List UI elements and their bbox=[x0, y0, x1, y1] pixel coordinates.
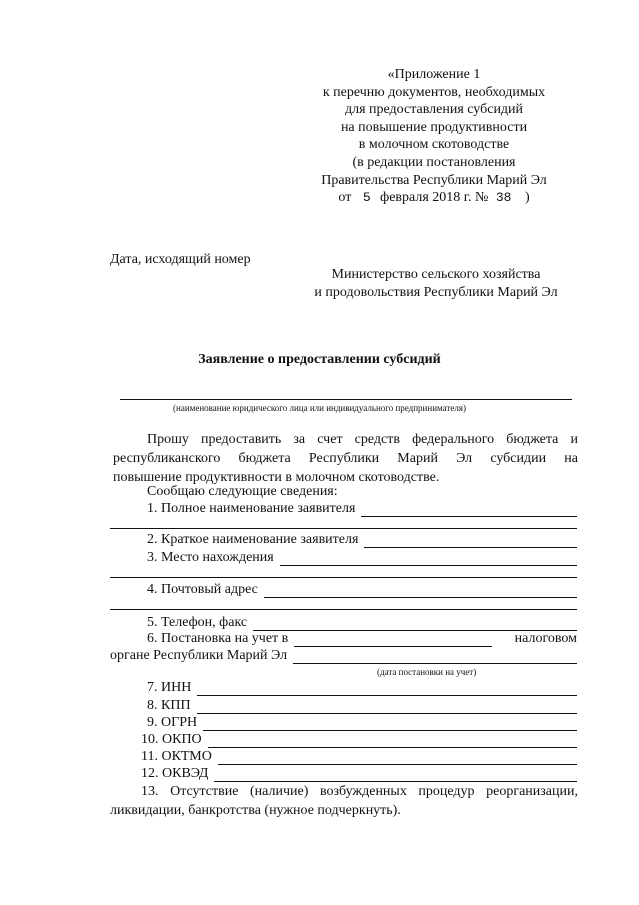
page-title: Заявление о предоставлении субсидий bbox=[198, 352, 441, 367]
applicant-caption: (наименование юридического лица или индивидуального предпринимателя) bbox=[173, 403, 466, 413]
field-label: органе Республики Марий Эл bbox=[110, 648, 288, 663]
appendix-date-line bbox=[300, 189, 568, 207]
fill-line bbox=[203, 717, 577, 731]
fill-line bbox=[208, 734, 577, 748]
date-outgoing-label: Дата, исходящий номер bbox=[110, 252, 251, 267]
field-ogrn bbox=[147, 714, 577, 731]
fill-line bbox=[197, 700, 577, 714]
continuation-line bbox=[110, 528, 577, 529]
appendix-line: «Приложение 1 bbox=[387, 67, 481, 82]
fill-line bbox=[364, 534, 577, 548]
field-label: 1. Полное наименование заявителя bbox=[147, 501, 356, 516]
request-line: Прошу предоставить за счет средств федерального бюджета и bbox=[147, 432, 578, 447]
field-oktmo bbox=[141, 748, 577, 765]
recipient-line: Министерство сельского хозяйства bbox=[331, 267, 541, 282]
fill-line bbox=[293, 650, 577, 664]
field-tax-registration bbox=[147, 630, 577, 647]
field-label: 8. КПП bbox=[147, 698, 191, 713]
appendix-line: (в редакции постановления bbox=[352, 154, 516, 170]
field-short-name bbox=[147, 531, 577, 548]
field-label: 7. ИНН bbox=[147, 680, 192, 695]
field-label: 11. ОКТМО bbox=[141, 749, 212, 764]
appendix-line: к перечню документов, необходимых bbox=[322, 84, 546, 100]
fill-line bbox=[361, 503, 577, 517]
field-inn bbox=[147, 679, 577, 696]
appendix-line: в молочном скотоводстве bbox=[358, 137, 510, 153]
registration-date-caption: (дата постановки на учет) bbox=[377, 667, 477, 677]
field-okved bbox=[141, 765, 577, 782]
field-label: 9. ОГРН bbox=[147, 715, 198, 730]
request-paragraph bbox=[113, 431, 578, 487]
continuation-line bbox=[110, 577, 577, 578]
fill-line bbox=[214, 768, 577, 782]
field-label: налоговом bbox=[514, 631, 577, 646]
field-label: 12. ОКВЭД bbox=[141, 766, 209, 781]
appendix-line: для предоставления субсидий bbox=[344, 102, 524, 118]
appendix-header bbox=[300, 66, 568, 207]
field-label: 3. Место нахождения bbox=[147, 550, 274, 565]
fill-line bbox=[253, 617, 577, 631]
date-rest: февраля 2018 г. № bbox=[380, 190, 489, 206]
date-day: 5 bbox=[362, 190, 371, 206]
fill-line bbox=[294, 633, 492, 647]
fill-line bbox=[264, 584, 577, 598]
date-number: 38 bbox=[495, 190, 512, 206]
fill-line bbox=[280, 552, 577, 566]
field-postal-address bbox=[147, 581, 577, 598]
fill-line bbox=[218, 751, 577, 765]
item13-line: 13. Отсутствие (наличие) возбужденных процедур реорганизации, bbox=[141, 784, 578, 799]
applicant-name-line bbox=[120, 399, 572, 400]
field-label: 5. Телефон, факс bbox=[147, 615, 248, 630]
field-label: 4. Почтовый адрес bbox=[147, 582, 258, 597]
appendix-line: Правительства Республики Марий Эл bbox=[321, 172, 547, 188]
item13-paragraph bbox=[110, 783, 578, 820]
field-label: 10. ОКПО bbox=[141, 732, 202, 747]
fill-line bbox=[197, 682, 577, 696]
recipient-block bbox=[300, 266, 572, 302]
date-prefix: от bbox=[338, 190, 352, 206]
field-label: 6. Постановка на учет в bbox=[147, 631, 289, 646]
field-tax-authority bbox=[110, 647, 577, 664]
request-line: республиканского бюджета Республики Марий Эл субсидии на bbox=[113, 451, 578, 466]
request-line: повышение продуктивности в молочном скотоводстве. bbox=[113, 470, 440, 485]
info-intro: Сообщаю следующие сведения: bbox=[147, 484, 338, 499]
field-kpp bbox=[147, 697, 577, 714]
recipient-line: и продовольствия Республики Марий Эл bbox=[314, 285, 558, 300]
field-full-name bbox=[147, 500, 577, 517]
field-phone-fax bbox=[147, 614, 577, 631]
item13-line: ликвидации, банкротства (нужное подчеркнуть). bbox=[110, 803, 401, 818]
date-close: ) bbox=[524, 190, 530, 206]
appendix-line: на повышение продуктивности bbox=[340, 119, 528, 135]
continuation-line bbox=[110, 609, 577, 610]
field-location bbox=[147, 549, 577, 566]
field-label: 2. Краткое наименование заявителя bbox=[147, 532, 359, 547]
field-okpo bbox=[141, 731, 577, 748]
